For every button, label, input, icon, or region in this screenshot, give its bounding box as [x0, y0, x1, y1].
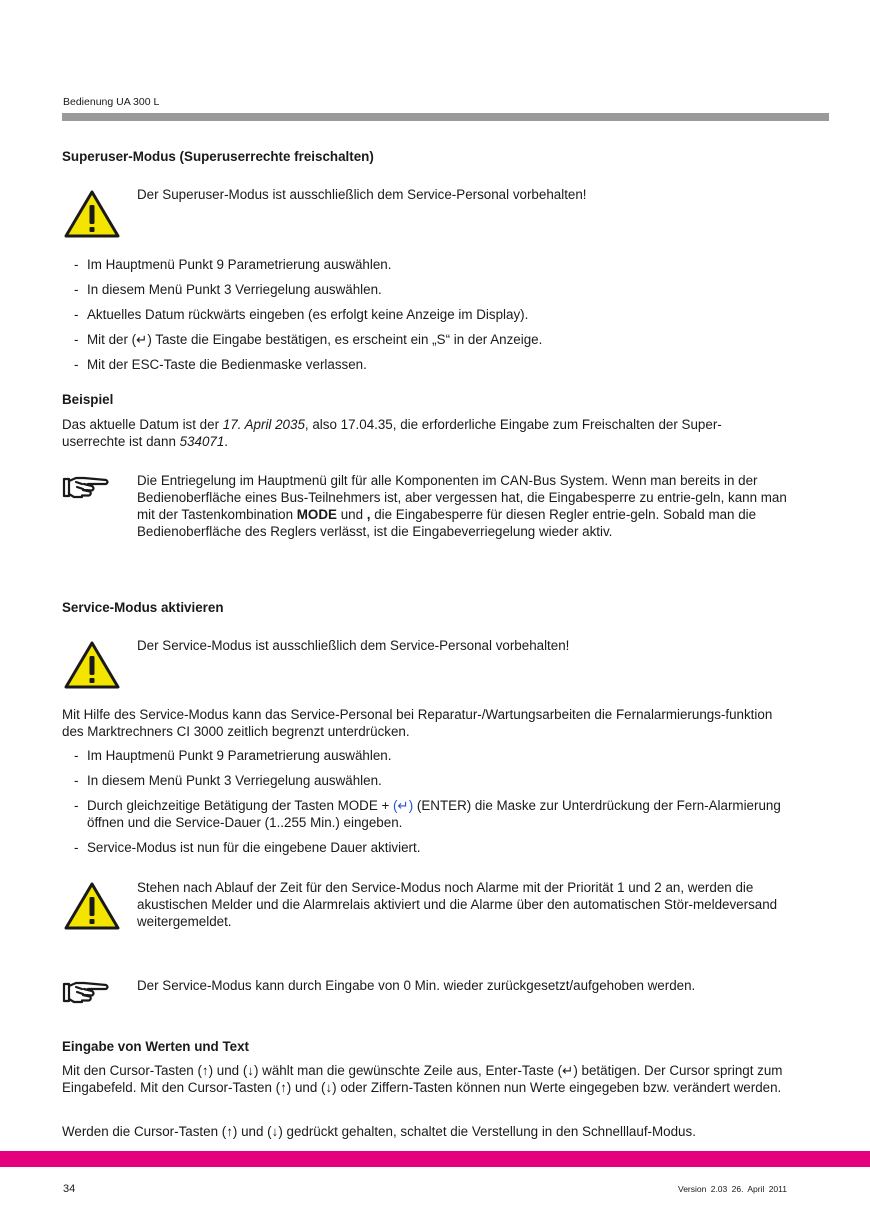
- superuser-steps-list: [74, 256, 794, 381]
- service-intro: Mit Hilfe des Service-Modus kann das Service-Personal bei Reparatur-/Wartungsarbeiten die Fernalarmierungs-funktion des Marktrechners CI 3000 zeitlich begrenzt unterdrücken.: [62, 707, 773, 739]
- list-item: - Service-Modus ist nun für die eingebene Dauer aktiviert.: [74, 840, 421, 855]
- example-paragraph: Das aktuelle Datum ist der 17. April 2035, also 17.04.35, die erforderliche Eingabe zum Freischalten der Super- userrechte ist dann 534071.: [62, 417, 722, 449]
- version-info: Version 2.03 26. April 2011: [678, 1184, 787, 1194]
- page-number: 34: [63, 1183, 76, 1195]
- canbus-note: Die Entriegelung im Hauptmenü gilt für alle Komponenten im CAN-Bus System. Wenn man bereits in der Bedienoberfläche eines Bus-Teilnehmers ist, aber vergessen hat, die Eingabesperre zu entrie-geln, kann man mit der Tastenkombination MODE und , die Eingabesperre für diesen Regler entrie-geln. Sobald man die Bedienoberfläche des Reglers verlässt, ist die Eingabeverriegelung wieder aktiv.: [137, 473, 787, 539]
- list-item: - Durch gleichzeitige Betätigung der Tasten MODE + (↵) (ENTER) die Maske zur Unterdrückung der Fern-Alarmierung öffnen und die Service-Dauer (1..255 Min.) eingeben.: [74, 798, 781, 830]
- service-steps-list: [74, 747, 794, 864]
- input-paragraph-2: Werden die Cursor-Tasten (↑) und (↓) gedrückt gehalten, schaltet die Verstellung in den Schnelllauf-Modus.: [62, 1124, 696, 1139]
- pointing-hand-icon: [62, 979, 110, 1005]
- warning-triangle-icon: [64, 640, 120, 690]
- service-warning-text: Der Service-Modus ist ausschließlich dem Service-Personal vorbehalten!: [137, 638, 570, 653]
- superuser-heading: Superuser-Modus (Superuserrechte freischalten): [62, 149, 374, 164]
- list-item: - Aktuelles Datum rückwärts eingeben (es erfolgt keine Anzeige im Display).: [74, 307, 529, 322]
- list-item: - Im Hauptmenü Punkt 9 Parametrierung auswählen.: [74, 257, 392, 272]
- superuser-warning-text: Der Superuser-Modus ist ausschließlich dem Service-Personal vorbehalten!: [137, 187, 587, 202]
- list-item: - Mit der (↵) Taste die Eingabe bestätigen, es erscheint ein „S“ in der Anzeige.: [74, 332, 543, 347]
- service-heading: Service-Modus aktivieren: [62, 600, 224, 615]
- footer-bar: [0, 1151, 870, 1167]
- warning-triangle-icon: [64, 881, 120, 931]
- pointing-hand-icon: [62, 474, 110, 500]
- list-item: - In diesem Menü Punkt 3 Verriegelung auswählen.: [74, 282, 382, 297]
- header-divider-bar: [62, 113, 829, 121]
- example-heading: Beispiel: [62, 392, 114, 407]
- input-paragraph-1: Mit den Cursor-Tasten (↑) und (↓) wählt man die gewünschte Zeile aus, Enter-Taste (↵) betätigen. Der Cursor springt zum Eingabefeld. Mit den Cursor-Tasten (↑) und (↓) oder Ziffern-Tasten können nun Werte eingegeben bzw. verändert werden.: [62, 1063, 783, 1095]
- service-alarm-warning: Stehen nach Ablauf der Zeit für den Service-Modus noch Alarme mit der Priorität 1 und 2 an, werden die akustischen Melder und die Alarmrelais aktiviert und die Alarme über den automatischen Stör-meldeversand weitergemeldet.: [137, 880, 778, 929]
- list-item: - In diesem Menü Punkt 3 Verriegelung auswählen.: [74, 773, 382, 788]
- service-reset-note: Der Service-Modus kann durch Eingabe von 0 Min. wieder zurückgesetzt/aufgehoben werden.: [137, 978, 696, 993]
- input-heading: Eingabe von Werten und Text: [62, 1039, 249, 1054]
- list-item: - Mit der ESC-Taste die Bedienmaske verlassen.: [74, 357, 367, 372]
- warning-triangle-icon: [64, 189, 120, 239]
- enter-key-symbol: (↵): [393, 798, 414, 813]
- running-header: Bedienung UA 300 L: [63, 96, 160, 108]
- list-item: - Im Hauptmenü Punkt 9 Parametrierung auswählen.: [74, 748, 392, 763]
